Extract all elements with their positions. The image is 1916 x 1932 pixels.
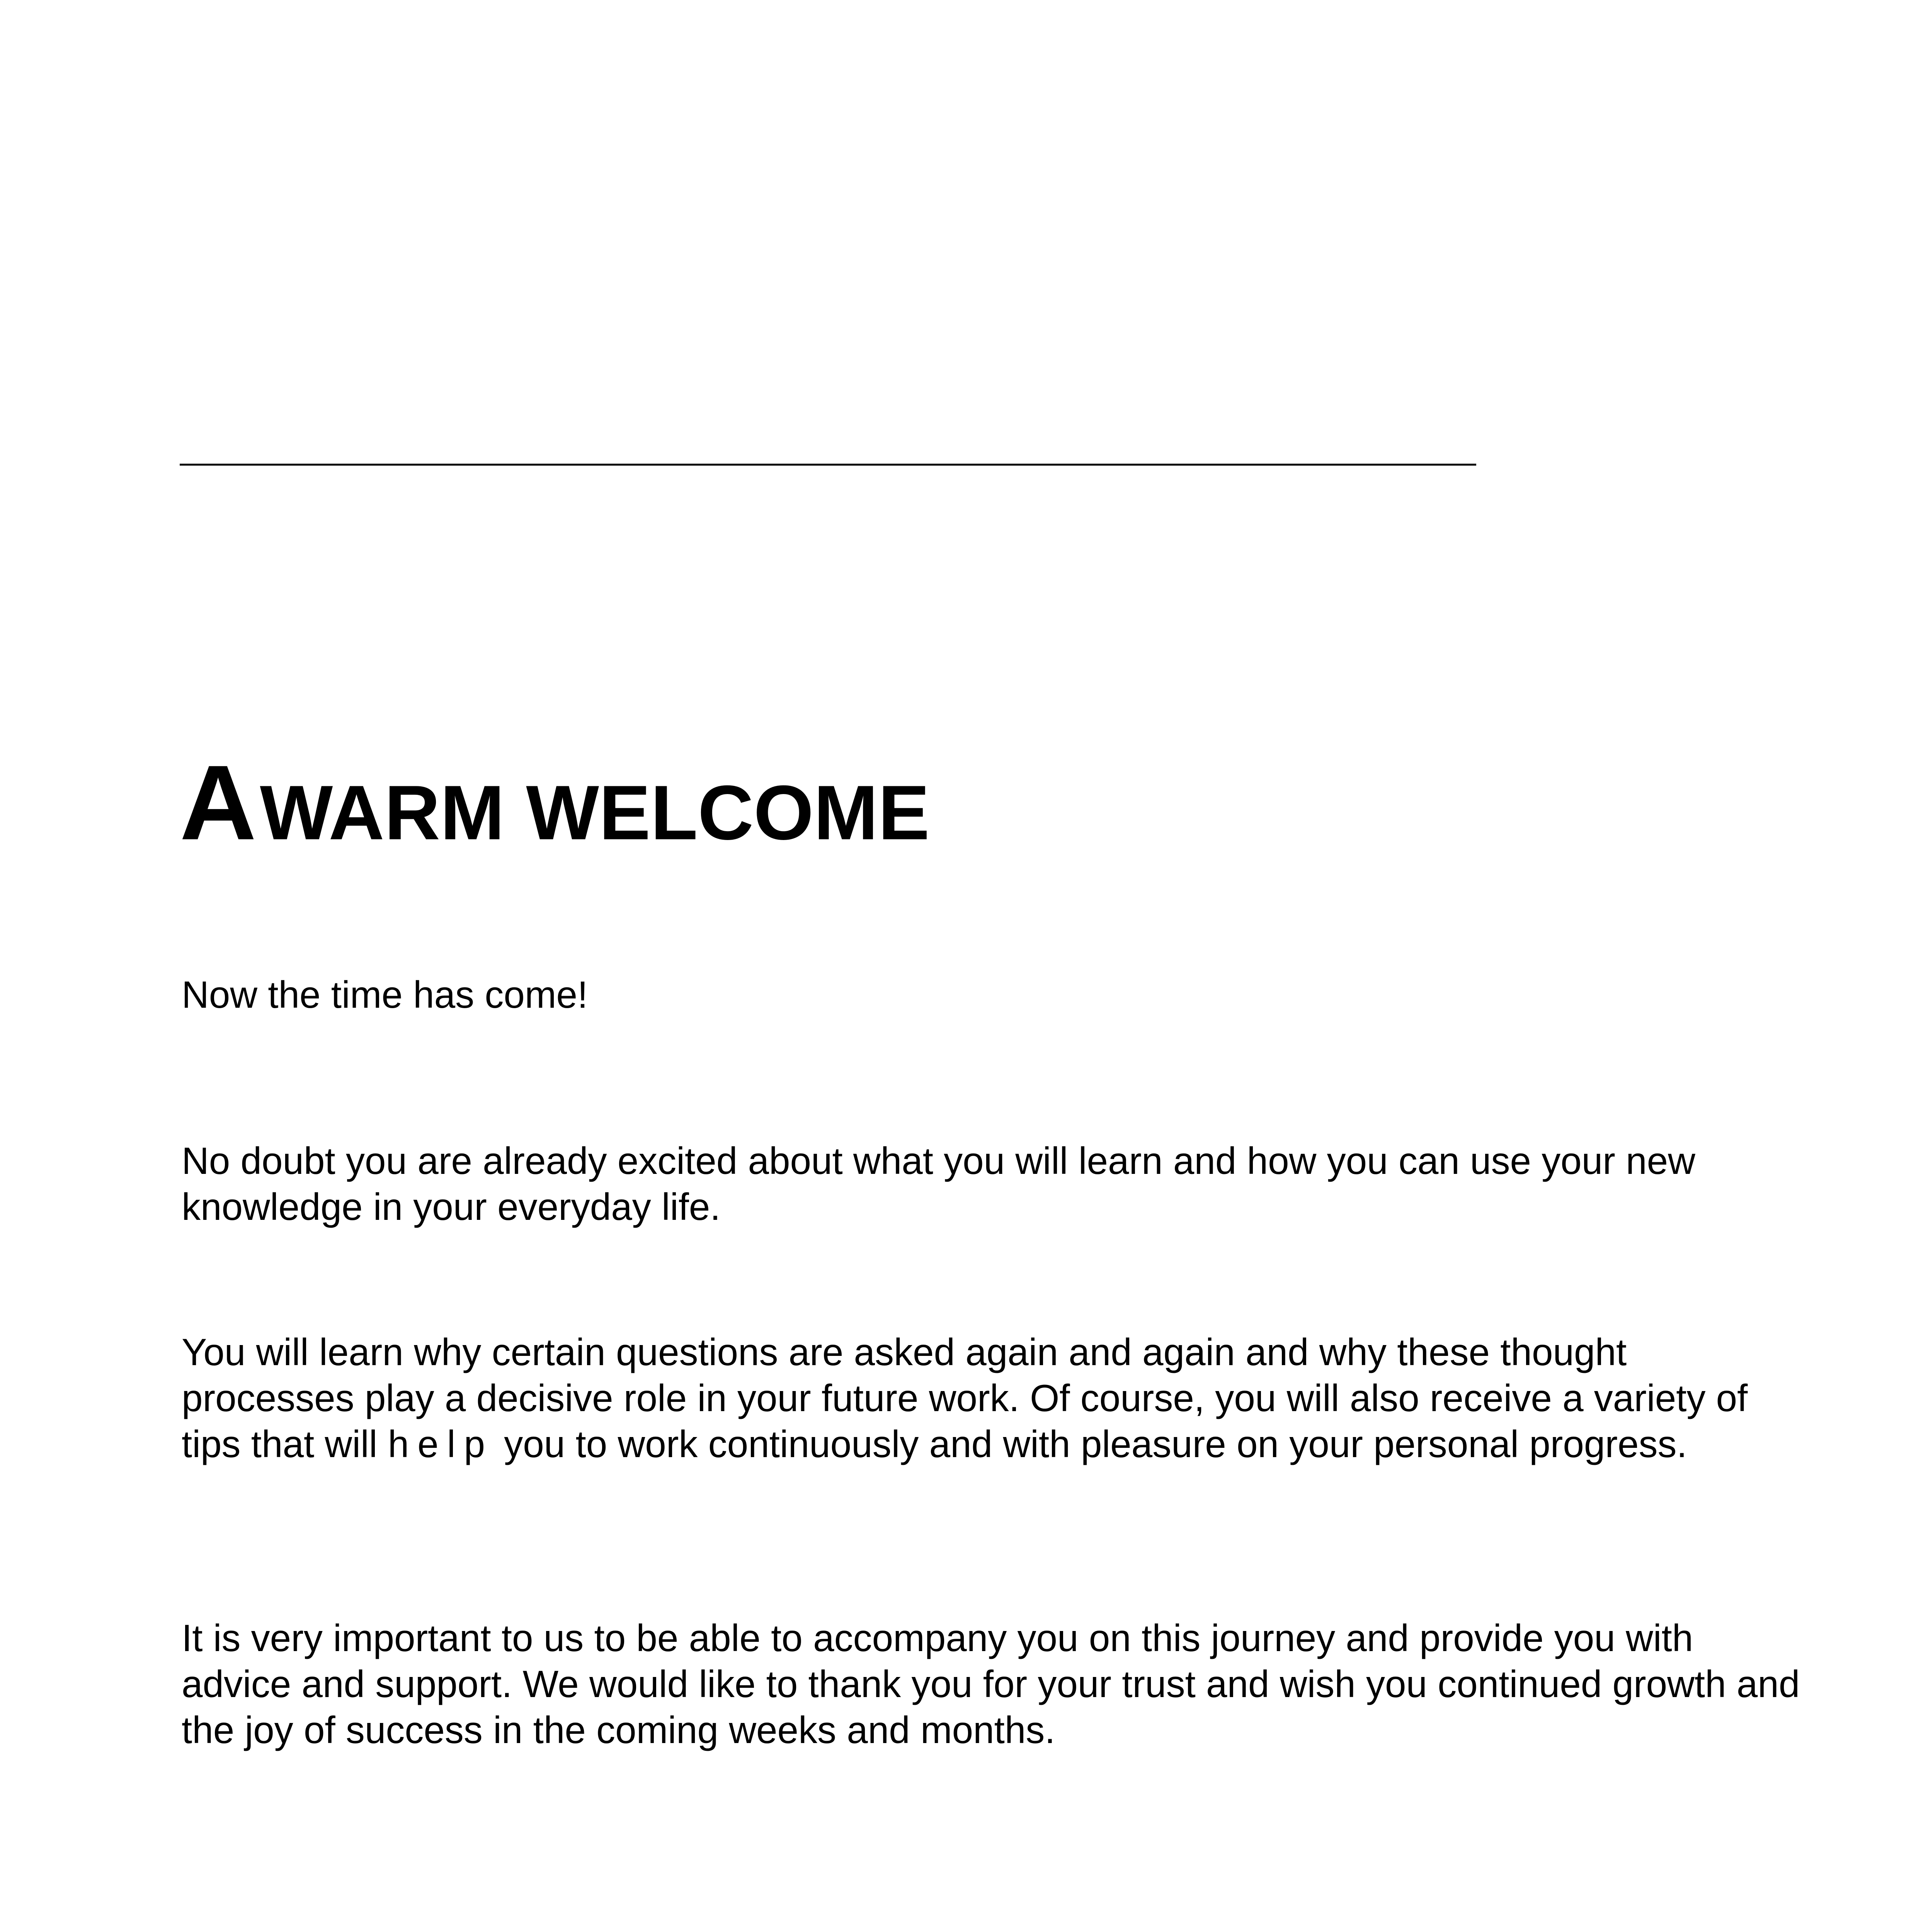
paragraph-tips-start: You will learn why certain questions are asked again and again and why these thought processes play a decisive role in your future work. Of course, you will also receive a variety of tips that will	[182, 1331, 1748, 1465]
title-initial: A	[180, 743, 257, 862]
paragraph-tips-end: you to work continuously and with pleasure on your personal progress.	[493, 1423, 1687, 1465]
title-rest: WARM WELCOME	[260, 770, 930, 856]
page-title	[180, 743, 930, 862]
header-rule	[180, 464, 1476, 466]
spaced-word-help: help	[388, 1423, 494, 1465]
paragraph-learning: No doubt you are already excited about what you will learn and how you can use your new knowledge in your everyday life.	[182, 1139, 1695, 1228]
paragraph-tips	[182, 1329, 1805, 1467]
paragraph-thanks: It is very important to us to be able to accompany you on this journey and provide you with advice and support. We would like to thank you for your trust and wish you continued growth and the joy of success in the coming weeks and months.	[182, 1617, 1800, 1751]
intro-text: Now the time has come!	[182, 973, 588, 1016]
